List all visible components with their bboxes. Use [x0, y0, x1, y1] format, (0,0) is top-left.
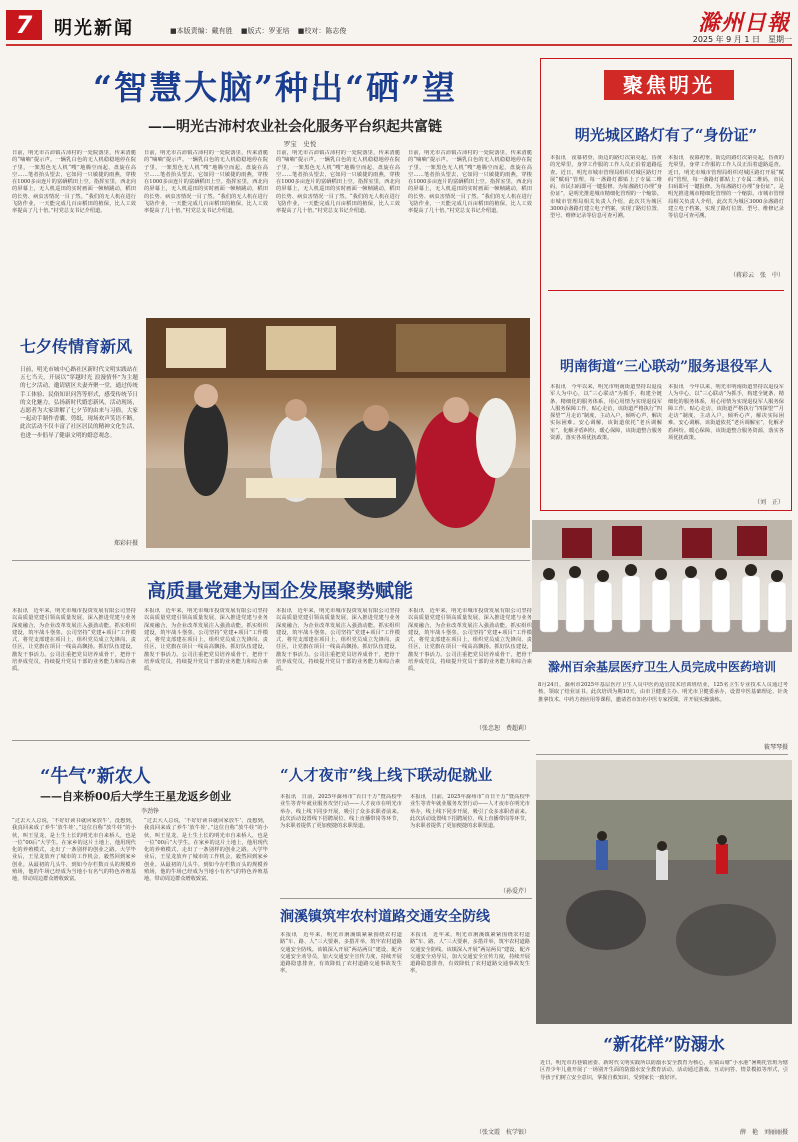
road-col-2: 本报讯 近年来，明光市涧溪镇紧紧围绕农村道路“车、路、人”三大要素，多措并举，筑牢农村道路交通安全防线。该镇深入开展“两站两员”建设，配齐交通安全劝导员，加大交通安全宣传力度，持续开展道路隐患排查，有效降低了农村道路交通事故发生率。 — [410, 932, 530, 975]
editor-2: ■版式：罗亚培 — [240, 27, 290, 35]
farmer-col-2: “过去大人总说，‘不好好读书就回家放牛’，没想到，我真回来成了养牛‘放牛娃’。”这位自称“放牛娃”的小伙，叫王星龙，是土生土长的明光市自来桥人，也是一位“00后”大学生。在家乡的这片土地上，他用现代化的养殖模式，走出了一条别样的创业之路。大学毕业后，王星龙放弃了城市的工作机会，毅然回到家乡创业。从最初的几头牛，到如今存栏数百头的规模养殖场，他的牛场已经成为当地小有名气的特色养殖基地，带动周边群众增收致富。 — [144, 818, 268, 883]
focus-a2-col-1: 本报讯 今年以来，明光市明南街道坚持以退役军人为中心，以“三心联动”为抓手，构建全链条、精细化的服务体系，用心用情为实现退役军人服务保障工作。贴心走访，该街道严格执行“四探望”“月走访”制度，主动入户，倾听心声，解决实际困难。安心调解，该街道依托“老兵调解室”，化解矛盾纠纷。暖心保障，该街道整合服务资源，落实各项优抚政策。 — [550, 384, 662, 442]
party-credit: （张忠恕 费超莉） — [475, 725, 530, 732]
page-number: 7 — [15, 11, 33, 39]
focus-a2-credit: （刘 正） — [753, 499, 784, 506]
party-title: 高质量党建为国企发展聚势赋能 — [146, 580, 413, 602]
seven-day-title: 七夕传情育新风 — [20, 337, 133, 356]
focus-a1-title: 明光城区路灯有了“身份证” — [574, 126, 758, 144]
farmer-col-1: “过去大人总说，‘不好好读书就回家放牛’，没想到，我真回来成了养牛‘放牛娃’。”这位自称“放牛娃”的小伙，叫王星龙，是土生土长的明光市自来桥人，也是一位“00后”大学生。在家乡的这片土地上，他用现代化的养殖模式，走出了一条别样的创业之路。大学毕业后，王星龙放弃了城市的工作机会，毅然回到家乡创业。从最初的几头牛，到如今存栏数百头的规模养殖场，他的牛场已经成为当地小有名气的特色养殖基地，带动周边群众增收致富。 — [12, 818, 136, 883]
medical-bottom-rule — [536, 754, 788, 755]
swim-photo-scene — [536, 760, 792, 1024]
lead-body-col-3: 日前，明光市古沛镇古沛村的一处院落里，传来清脆的“嘀嘀”提示声。一辆乳白色的无人机稳稳地停在院子里，一架黑色无人机“嗖”地腾空而起，盘旋在高空……笔者抬头望去，它如同一只敏捷的雨燕，穿梭在1000多亩连片的富硒稻田上空。指挥室里，西北向的屏幕上，无人机巡田的实时画面一帧帧跳动，稻田的长势、病虫害情况一目了然。“我们的无人机在进行飞防作业，一天能完成几百亩稻田的植保，比人工效率提高了几十倍。”村党总支书记介绍道。 — [276, 150, 400, 215]
editor-3: ■校对：陈志俊 — [297, 27, 347, 35]
qixi-photo-scene — [146, 318, 530, 548]
issue-date: 2025 年 9 月 1 日 星期一 — [692, 35, 792, 44]
farmer-title: “牛气”新农人 — [40, 766, 151, 786]
night-col-1: 本报讯 日前，2025年滁州市“百日千万”暨高校毕业生等青年就业服务攻坚行动——人才夜市在明光市举办，线上线下同步开展，吸引了众多求职者前来。此次活动设置线下招聘展位、线上直播带岗等环节，为求职者提供了更加便捷的求职渠道。 — [280, 794, 402, 830]
medical-body: 8月24日，滁州市2025年基层医疗卫生人员中医药适宜技术培训班结业，125名卫生专业技术人员通过考核，领取了结业证书。此次培训为期10天，由市卫健委主办、明光市卫健委承办，设置中医基础理论、针灸推拿技术、中药方剂应用等课程，邀请省市知名中医专家授课，并开展实操演练。 — [538, 682, 788, 703]
night-bottom-rule — [280, 898, 532, 899]
seven-day-body: 日前，明光市城中心路社区新时代文明实践站在五七当天，开展以“穿越时光 浪漫情怀”为主题的七夕活动，邀请辖区夫妻齐聚一堂，通过传统手工体验、民俗知识问答等形式，感受传统节日的文化魅力，弘扬新时代婚恋新风。活动现场，志愿者为大家讲解了七夕节的由来与习俗，大家一起动手制作香囊、剪纸，现场欢声笑语不断。此次活动不仅丰富了社区居民的精神文化生活，也进一步倡导了健康文明的婚恋观念。 — [20, 367, 138, 439]
editors-line — [170, 26, 410, 38]
party-top-rule — [12, 560, 530, 561]
swim-body: 近日，明光市苏巷镇团委、新时代文明实践所以防溺水安全教育为核心，在镇山塘“小水港”暑期托管班为辖区青少年儿童开展了一场别开生面的防溺水安全教育活动。活动通过游戏、互动问答、情景模拟等形式，引导孩子们树立安全意识，掌握自救知识，受到家长一致好评。 — [540, 1060, 788, 1081]
night-title: “人才夜市”线上线下联动促就业 — [280, 766, 493, 784]
party-col-3: 本报讯 近年来，明光市城市投资发展有限公司坚持以高质量党建引领高质量发展，深入推进党建与业务深度融合，为企业改革发展注入强劲动能。抓实组织建设，筑牢战斗堡垒。公司坚持“党建+项目”工作模式，将党支部建在项目上，组织党员成立先锋岗、责任区，让党旗在项目一线高高飘扬。抓好队伍建设，激发干事活力。公司注重把党员培养成骨干，把骨干培养成党员，持续提升党员干部的业务能力和综合素质。 — [276, 608, 400, 673]
lead-body-col-1: 日前，明光市古沛镇古沛村的一处院落里，传来清脆的“嘀嘀”提示声。一辆乳白色的无人机稳稳地停在院子里，一架黑色无人机“嗖”地腾空而起，盘旋在高空……笔者抬头望去，它如同一只敏捷的雨燕，穿梭在1000多亩连片的富硒稻田上空。指挥室里，西北向的屏幕上，无人机巡田的实时画面一帧帧跳动，稻田的长势、病虫害情况一目了然。“我们的无人机在进行飞防作业，一天能完成几百亩稻田的植保，比人工效率提高了几十倍。”村党总支书记介绍道。 — [12, 150, 136, 215]
lead-body-col-2: 日前，明光市古沛镇古沛村的一处院落里，传来清脆的“嘀嘀”提示声。一辆乳白色的无人机稳稳地停在院子里，一架黑色无人机“嗖”地腾空而起，盘旋在高空……笔者抬头望去，它如同一只敏捷的雨燕，穿梭在1000多亩连片的富硒稻田上空。指挥室里，西北向的屏幕上，无人机巡田的实时画面一帧帧跳动，稻田的长势、病虫害情况一目了然。“我们的无人机在进行飞防作业，一天能完成几百亩稻田的植保，比人工效率提高了几十倍。”村党总支书记介绍道。 — [144, 150, 268, 215]
medical-credit: 筱琴琴摄 — [763, 744, 788, 751]
focus-a1-col-2: 本报讯 夜幕初垂，街边的路灯次第亮起，昏黄的光晕里，身穿工作服的工作人员正沿着道路巡查。近日，明光市城市管理局组织对城区路灯开展“赋码”管理，每一盏路灯都贴上了专属二维码，市民扫码即可一键报修。为每盏路灯办理“身份证”，是明光推进城市精细化管理的一个缩影。市城市管理局相关负责人介绍，此次共为城区3000余盏路灯建立电子档案，实现了路灯位置、型号、维修记录等信息可查可溯。 — [668, 155, 784, 220]
medical-photo-scene — [532, 520, 792, 652]
party-col-4: 本报讯 近年来，明光市城市投资发展有限公司坚持以高质量党建引领高质量发展，深入推进党建与业务深度融合，为企业改革发展注入强劲动能。抓实组织建设，筑牢战斗堡垒。公司坚持“党建+项目”工作模式，将党支部建在项目上，组织党员成立先锋岗、责任区，让党旗在项目一线高高飘扬。抓好队伍建设，激发干事活力。公司注重把党员培养成骨干，把骨干培养成党员，持续提升党员干部的业务能力和综合素质。 — [408, 608, 532, 673]
farmer-subtitle: ——自来桥00后大学生王星龙返乡创业 — [40, 790, 232, 803]
focus-a1-credit: （蒋彩云 张 中） — [729, 272, 784, 279]
night-col-2: 本报讯 日前，2025年滁州市“百日千万”暨高校毕业生等青年就业服务攻坚行动——人才夜市在明光市举办，线上线下同步开展，吸引了众多求职者前来。此次活动设置线下招聘展位、线上直播带岗等环节，为求职者提供了更加便捷的求职渠道。 — [410, 794, 530, 830]
road-title: 涧溪镇筑牢农村道路交通安全防线 — [280, 909, 490, 925]
lead-title: “智慧大脑”种出“硒”望 — [93, 68, 457, 107]
lead-byline: 罗宝 史悦 — [283, 140, 317, 148]
night-credit: （孙爱芹） — [499, 888, 530, 895]
road-col-1: 本报讯 近年来，明光市涧溪镇紧紧围绕农村道路“车、路、人”三大要素，多措并举，筑牢农村道路交通安全防线。该镇深入开展“两站两员”建设，配齐交通安全劝导员，加大交通安全宣传力度，持续开展道路隐患排查，有效降低了农村道路交通事故发生率。 — [280, 932, 402, 975]
road-credit: （张文霞 杭学银） — [475, 1129, 530, 1136]
lead-subtitle: ——明光古沛村农业社会化服务平台织起共富链 — [148, 119, 442, 134]
focus-divider — [548, 290, 784, 291]
focus-a2-title: 明南街道“三心联动”服务退役军人 — [559, 359, 773, 375]
lead-body-col-4: 日前，明光市古沛镇古沛村的一处院落里，传来清脆的“嘀嘀”提示声。一辆乳白色的无人机稳稳地停在院子里，一架黑色无人机“嗖”地腾空而起，盘旋在高空……笔者抬头望去，它如同一只敏捷的雨燕，穿梭在1000多亩连片的富硒稻田上空。指挥室里，西北向的屏幕上，无人机巡田的实时画面一帧帧跳动，稻田的长势、病虫害情况一目了然。“我们的无人机在进行飞防作业，一天能完成几百亩稻田的植保，比人工效率提高了几十倍。”村党总支书记介绍道。 — [408, 150, 532, 215]
party-col-1: 本报讯 近年来，明光市城市投资发展有限公司坚持以高质量党建引领高质量发展，深入推进党建与业务深度融合，为企业改革发展注入强劲动能。抓实组织建设，筑牢战斗堡垒。公司坚持“党建+项目”工作模式，将党支部建在项目上，组织党员成立先锋岗、责任区，让党旗在项目一线高高飘扬。抓好队伍建设，激发干事活力。公司注重把党员培养成骨干，把骨干培养成党员，持续提升党员干部的业务能力和综合素质。 — [12, 608, 136, 673]
party-col-2: 本报讯 近年来，明光市城市投资发展有限公司坚持以高质量党建引领高质量发展，深入推进党建与业务深度融合，为企业改革发展注入强劲动能。抓实组织建设，筑牢战斗堡垒。公司坚持“党建+项目”工作模式，将党支部建在项目上，组织党员成立先锋岗、责任区，让党旗在项目一线高高飘扬。抓好队伍建设，激发干事活力。公司注重把党员培养成骨干，把骨干培养成党员，持续提升党员干部的业务能力和综合素质。 — [144, 608, 268, 673]
farmer-byline: 李劲铮 — [140, 808, 159, 815]
farmer-top-rule — [12, 740, 530, 741]
focus-a1-col-1: 本报讯 夜幕初垂，街边的路灯次第亮起，昏黄的光晕里，身穿工作服的工作人员正沿着道路巡查。近日，明光市城市管理局组织对城区路灯开展“赋码”管理，每一盏路灯都贴上了专属二维码，市民扫码即可一键报修。为每盏路灯办理“身份证”，是明光推进城市精细化管理的一个缩影。市城市管理局相关负责人介绍，此次共为城区3000余盏路灯建立电子档案，实现了路灯位置、型号、维修记录等信息可查可溯。 — [550, 155, 662, 220]
qixi-event-photo — [146, 318, 530, 548]
medical-title: 滁州百余基层医疗卫生人员完成中医药培训 — [547, 660, 776, 674]
swim-photo — [536, 760, 792, 1024]
masthead-rule — [6, 44, 792, 46]
paper-name: 滁州日報 — [697, 10, 790, 34]
medical-training-photo — [532, 520, 792, 652]
swim-credit: 薛 艳 刘丽丽摄 — [739, 1129, 788, 1136]
editor-1: ■本版责编：戴有胜 — [170, 27, 233, 35]
section-title: 明光新闻 — [54, 18, 134, 38]
seven-day-credit: 郑彩轩摄 — [113, 540, 138, 547]
focus-a2-col-2: 本报讯 今年以来，明光市明南街道坚持以退役军人为中心，以“三心联动”为抓手，构建全链条、精细化的服务体系，用心用情为实现退役军人服务保障工作。贴心走访，该街道严格执行“四探望”“月走访”制度，主动入户，倾听心声，解决实际困难。安心调解，该街道依托“老兵调解室”，化解矛盾纠纷。暖心保障，该街道整合服务资源，落实各项优抚政策。 — [668, 384, 784, 442]
focus-banner-text: 聚焦明光 — [623, 73, 715, 97]
swim-title: “新花样”防溺水 — [603, 1035, 725, 1054]
